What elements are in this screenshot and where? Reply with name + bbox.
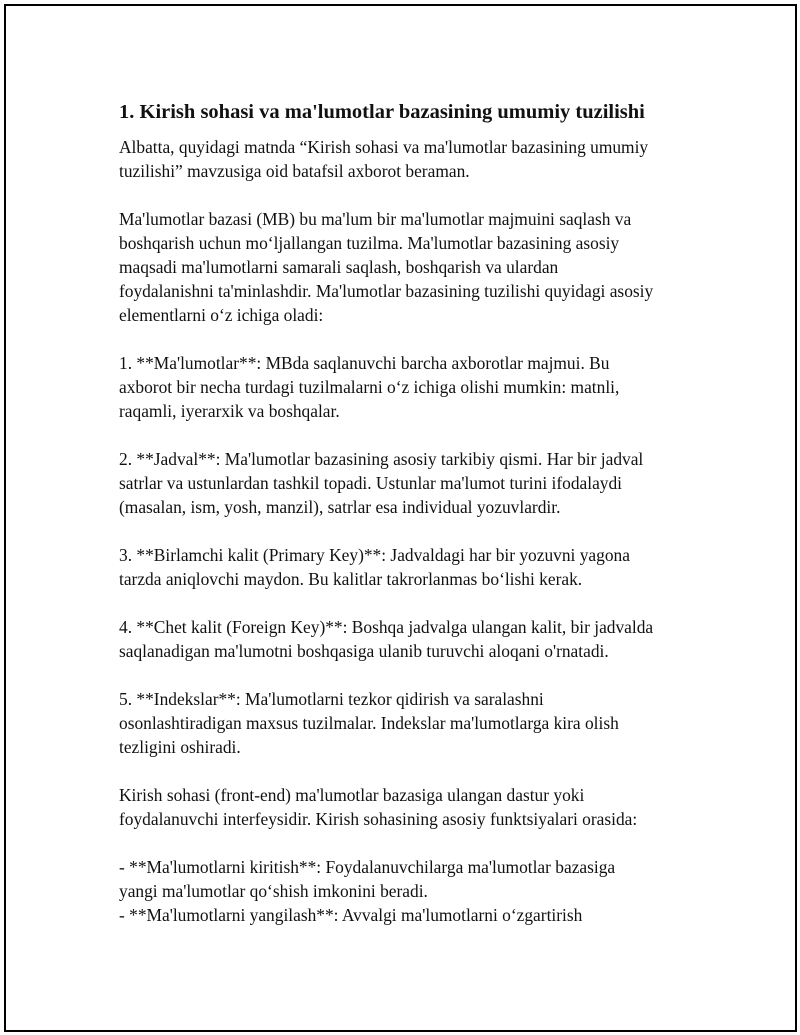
text-line: foydalanishni ta'minlashdir. Ma'lumotlar bazasining tuzilishi quyidagi asosiy <box>119 281 654 301</box>
text-line: axborot bir necha turdagi tuzilmalarni o‘z ichiga olishi mumkin: matnli, <box>119 377 620 397</box>
text-line: 2. **Jadval**: Ma'lumotlar bazasining asosiy tarkibiy qismi. Har bir jadval <box>119 449 644 469</box>
text-line: Kirish sohasi (front-end) ma'lumotlar bazasiga ulangan dastur yoki <box>119 785 585 805</box>
list-item-table <box>119 447 709 519</box>
text-line: 3. **Birlamchi kalit (Primary Key)**: Jadvaldagi har bir yozuvni yagona <box>119 545 630 565</box>
text-line: raqamli, iyerarxik va boshqalar. <box>119 401 340 421</box>
text-line: tarzda aniqlovchi maydon. Bu kalitlar takrorlanmas bo‘lishi kerak. <box>119 569 583 589</box>
text-line: saqlanadigan ma'lumotni boshqasiga ulanib turuvchi aloqani o'rnatadi. <box>119 641 609 661</box>
paragraph-front-end <box>119 783 709 831</box>
text-line: 5. **Indekslar**: Ma'lumotlarni tezkor qidirish va saralashni <box>119 689 544 709</box>
text-line: osonlashtiradigan maxsus tuzilmalar. Indekslar ma'lumotlarga kira olish <box>119 713 619 733</box>
text-line: Ma'lumotlar bazasi (MB) bu ma'lum bir ma'lumotlar majmuini saqlash va <box>119 209 632 229</box>
text-line: foydalanuvchi interfeysidir. Kirish sohasining asosiy funktsiyalari orasida: <box>119 809 638 829</box>
paragraph-intro <box>119 135 709 183</box>
text-line: - **Ma'lumotlarni kiritish**: Foydalanuvchilarga ma'lumotlar bazasiga <box>119 857 616 877</box>
document-heading: 1. Kirish sohasi va ma'lumotlar bazasining umumiy tuzilishi <box>119 101 645 123</box>
text-line: boshqarish uchun mo‘ljallangan tuzilma. Ma'lumotlar bazasining asosiy <box>119 233 620 253</box>
text-line: tezligini oshiradi. <box>119 737 241 757</box>
text-line: maqsadi ma'lumotlarni samarali saqlash, boshqarish va ulardan <box>119 257 559 277</box>
text-line: 4. **Chet kalit (Foreign Key)**: Boshqa jadvalga ulangan kalit, bir jadvalda <box>119 617 654 637</box>
text-line: - **Ma'lumotlarni yangilash**: Avvalgi ma'lumotlarni o‘zgartirish <box>119 905 583 925</box>
text-line: (masalan, ism, yosh, manzil), satrlar esa individual yozuvlardir. <box>119 497 561 517</box>
document-body <box>119 98 709 927</box>
text-line: yangi ma'lumotlar qo‘shish imkonini beradi. <box>119 881 428 901</box>
list-item-data <box>119 351 709 423</box>
list-item-primary-key <box>119 543 709 591</box>
page-frame <box>4 4 797 1032</box>
text-line: Albatta, quyidagi matnda “Kirish sohasi va ma'lumotlar bazasining umumiy <box>119 137 649 157</box>
list-item-indexes <box>119 687 709 759</box>
list-item-foreign-key <box>119 615 709 663</box>
text-line: elementlarni o‘z ichiga oladi: <box>119 305 324 325</box>
text-line: satrlar va ustunlardan tashkil topadi. Ustunlar ma'lumot turini ifodalaydi <box>119 473 623 493</box>
text-line: 1. **Ma'lumotlar**: MBda saqlanuvchi barcha axborotlar majmui. Bu <box>119 353 610 373</box>
paragraph-definition <box>119 207 709 327</box>
text-line: tuzilishi” mavzusiga oid batafsil axborot beraman. <box>119 161 470 181</box>
bullet-list-functions <box>119 855 709 927</box>
